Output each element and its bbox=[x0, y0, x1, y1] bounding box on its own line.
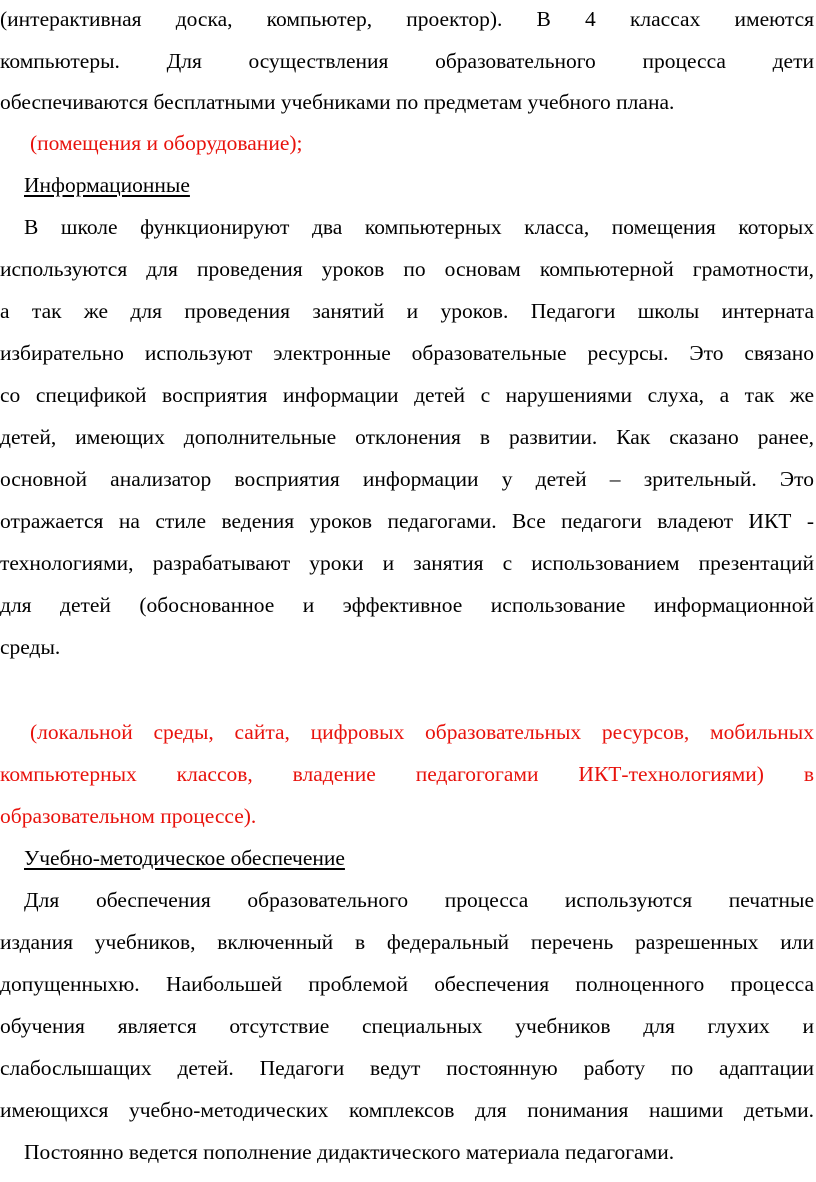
text-line: В школе функционируют два компьютерных класса, помещения которых bbox=[24, 215, 814, 239]
section-heading-methodical-support: Учебно-методическое обеспечение bbox=[24, 846, 345, 870]
text-line: слабослышащих детей. Педагоги ведут постоянную работу по адаптации bbox=[0, 1056, 814, 1080]
red-note-premises: (помещения и оборудование); bbox=[30, 131, 303, 155]
section-heading-informational: Информационные bbox=[24, 173, 190, 197]
text-line: основной анализатор восприятия информации у детей – зрительный. Это bbox=[0, 467, 814, 491]
text-line: со спецификой восприятия информации детей с нарушениями слуха, а так же bbox=[0, 383, 814, 407]
text-line: детей, имеющих дополнительные отклонения в развитии. Как сказано ранее, bbox=[0, 425, 814, 449]
text-line: компьютеры. Для осуществления образовательного процесса дети bbox=[0, 49, 814, 73]
text-line: технологиями, разрабатывают уроки и занятия с использованием презентаций bbox=[0, 551, 814, 575]
text-line: (интерактивная доска, компьютер, проектор). В 4 классах имеются bbox=[0, 7, 814, 31]
text-line: имеющихся учебно-методических комплексов для понимания нашими детьми. bbox=[0, 1098, 814, 1122]
text-line: среды. bbox=[0, 635, 61, 659]
text-line: (локальной среды, сайта, цифровых образовательных ресурсов, мобильных bbox=[30, 720, 814, 744]
text-line: а так же для проведения занятий и уроков. Педагоги школы интерната bbox=[0, 299, 814, 323]
text-line: обеспечиваются бесплатными учебниками по предметам учебного плана. bbox=[0, 90, 675, 114]
text-line: Для обеспечения образовательного процесса используются печатные bbox=[24, 888, 814, 912]
text-line: для детей (обоснованное и эффективное использование информационной bbox=[0, 593, 814, 617]
text-line: избирательно используют электронные образовательные ресурсы. Это связано bbox=[0, 341, 814, 365]
text-line: допущенныхю. Наибольшей проблемой обеспечения полноценного процесса bbox=[0, 972, 814, 996]
text-line: обучения является отсутствие специальных учебников для глухих и bbox=[0, 1014, 814, 1038]
paragraph-didactic-material: Постоянно ведется пополнение дидактического материала педагогами. bbox=[24, 1140, 675, 1164]
text-line: образовательном процессе). bbox=[0, 804, 257, 828]
text-line: используются для проведения уроков по основам компьютерной грамотности, bbox=[0, 257, 814, 281]
text-line: отражается на стиле ведения уроков педагогами. Все педагоги владеют ИКТ - bbox=[0, 509, 814, 533]
text-line: компьютерных классов, владение педагогогами ИКТ-технологиями) в bbox=[0, 762, 814, 786]
text-line: издания учебников, включенный в федеральный перечень разрешенных или bbox=[0, 930, 814, 954]
